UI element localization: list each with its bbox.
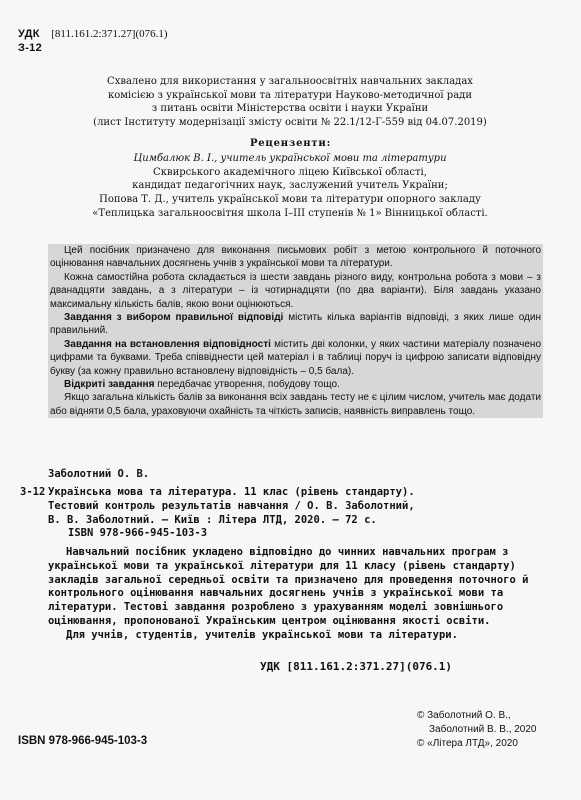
biblio-line: Тестовий контроль результатів навчання / О. В. Заболотний, — [48, 499, 415, 512]
approval-statement — [40, 75, 540, 129]
catalog-annotation — [48, 546, 548, 643]
copyright-line: © Заболотний О. В., — [417, 710, 511, 721]
term-bold: Завдання з вибором правильної відповіді — [64, 312, 284, 324]
approval-line: комісією з української мови та літератури Науково-методичної ради — [108, 89, 472, 101]
term-bold: Завдання на встановлення відповідності — [64, 338, 271, 350]
reviewer-line: кандидат педагогічних наук, заслужений учитель України; — [132, 180, 448, 192]
udk-label: УДК — [18, 28, 40, 40]
copyright-block — [417, 709, 537, 751]
approval-line: (лист Інституту модернізації змісту освіти № 22.1/12-Г-559 від 04.07.2019) — [93, 116, 487, 128]
annotation-paragraph: Відкриті завдання передбачає утворення, побудову тощо. — [48, 378, 543, 391]
footer-isbn: ISBN 978-966-945-103-3 — [18, 735, 148, 747]
approval-line: з питань освіти Міністерства освіти і науки України — [151, 103, 429, 115]
bibliographic-record — [48, 486, 498, 541]
reviewer-line: «Теплицька загальноосвітня школа І–ІІІ ступенів № 1» Вінницької області. — [92, 207, 488, 219]
biblio-isbn: ISBN 978-966-945-103-3 — [68, 527, 208, 540]
approval-line: Схвалено для використання у загальноосвітніх навчальних закладах — [107, 76, 473, 87]
reviewer-first — [40, 152, 540, 193]
annotation-paragraph: Завдання з вибором правильної відповіді містить кілька варіантів відповіді, з яких лише один правильний. — [50, 312, 541, 337]
annotation-paragraph: Завдання на встановлення відповідності містить дві колонки, у яких частини матеріалу позначено цифрами та буквами. Треба співвіднести цей матеріал і в таблиці поруч із цифрою записати відповідну букву (за кожну правильно встановлену відповідність – 0,5 бала). — [50, 338, 542, 377]
biblio-line: В. В. Заболотний. – Київ : Літера ЛТД, 2020. – 72 с. — [48, 513, 377, 526]
reviewer-line: Цимбалюк В. І., учитель української мови та літератури — [133, 153, 447, 164]
copyright-line: Заболотний В. В., 2020 — [429, 724, 537, 735]
reviewer-line: Попова Т. Д., учитель української мови та літератури опорного закладу — [99, 194, 481, 205]
reviewer-line: Сквирського академічного ліцею Київської області, — [153, 166, 427, 178]
catalog-sign: З-12 — [20, 486, 46, 498]
reviewer-second — [40, 193, 540, 220]
udk-code: [811.161.2:371.27](076.1) — [51, 28, 168, 40]
udk-header — [18, 27, 168, 55]
copyright-line: © «Літера ЛТД», 2020 — [417, 738, 518, 749]
annotation-paragraph: Кожна самостійна робота складається із шести завдань різного виду, контрольна робота з мови – з дванадцяти завдань, а з літератури – із чотирнадцяти (по два варіанти). Біля завдань указано максимальну кількість балів, якою вони оцінюються. — [50, 271, 541, 310]
annotation-paragraph: Цей посібник призначено для виконання письмових робіт з метою контрольного й поточного оцінювання навчальних досягнень учнів з української мови та літератури. — [50, 245, 541, 270]
annotation-paragraph: Якщо загальна кількість балів за виконання всіх завдань тесту не є цілим числом, учитель має додати або відняти 0,5 бала, ураховуючи охайність та чіткість записів, наявність виправлень тощо. — [50, 392, 541, 417]
term-bold: Відкриті завдання — [64, 379, 155, 391]
catalog-author: Заболотний О. В. — [48, 468, 150, 480]
reviewers-title: Рецензенти: — [249, 138, 332, 149]
annotation-block — [48, 244, 543, 418]
author-sign: З-12 — [18, 42, 42, 54]
biblio-line: Українська мова та література. 11 клас (рівень стандарту). — [48, 486, 415, 498]
catalog-udk: УДК [811.161.2:371.27](076.1) — [260, 660, 453, 673]
catalog-audience: Для учнів, студентів, учителів української мови та літератури. — [66, 628, 458, 641]
catalog-annotation-text: Навчальний посібник укладено відповідно до чинних навчальних програм з української мови та української літератури для 11 класу (рівень стандарту) закладів загальної середньої освіти та призначено для проведення поточного й контрольного оцінювання навчальних досягнень учнів з української мови та літератури. Тестові завдання розроблено з урахуванням моделі зовнішнього оцінювання, пропонованої Українським центром оцінювання якості освіти. — [48, 546, 529, 627]
